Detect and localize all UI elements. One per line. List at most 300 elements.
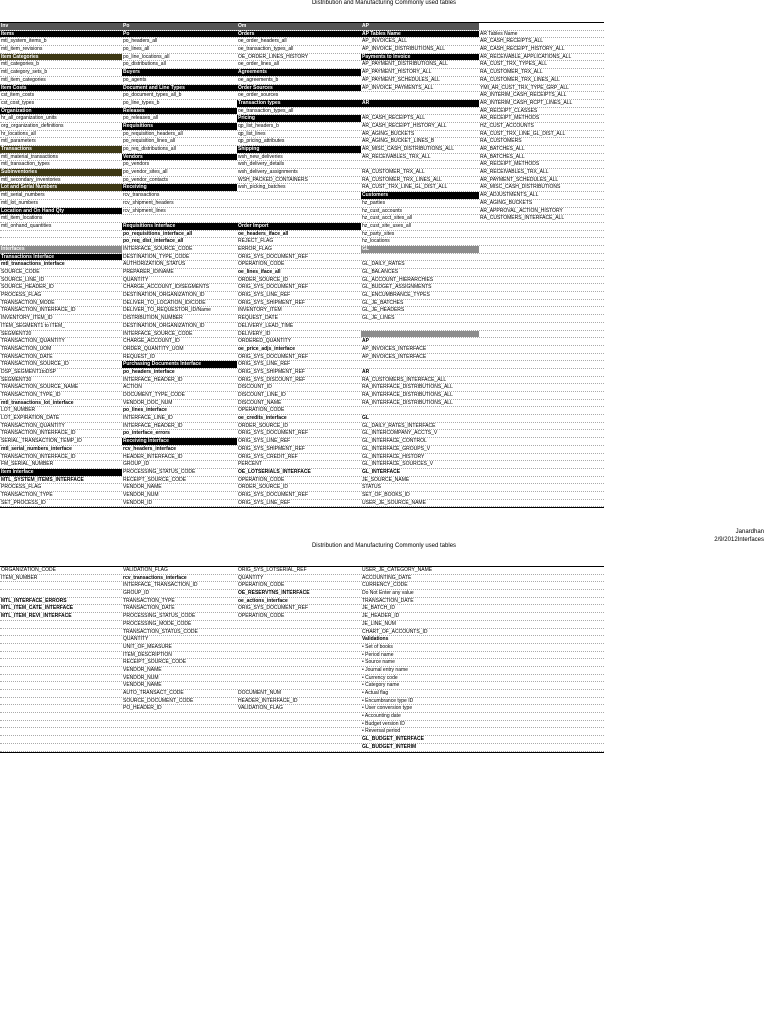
table-row bbox=[0, 338, 604, 346]
table-cell: hz_party_sites bbox=[362, 230, 395, 237]
table-cell bbox=[361, 254, 479, 261]
table-cell: TRANSACTION_SOURCE_NAME bbox=[1, 384, 79, 391]
table-cell bbox=[237, 621, 361, 628]
table-cell: Releases bbox=[122, 108, 237, 115]
table-cell bbox=[0, 713, 122, 720]
table-cell: DELIVER_TO_LOCATION_ID/CODE bbox=[123, 299, 206, 306]
table-cell bbox=[0, 721, 122, 728]
table-cell: AR_CASH_RECEIPTS_ALL bbox=[362, 115, 426, 122]
table-cell: PROCESSING_STATUS_CODE bbox=[123, 468, 196, 475]
table-cell: AP_PAYMENT_HISTORY_ALL bbox=[362, 69, 432, 76]
table-cell: mtl_item_revisions bbox=[1, 46, 43, 53]
table-row bbox=[0, 629, 604, 637]
table-cell: PO_HEADER_ID bbox=[123, 705, 162, 712]
table-cell: CURRENCY_CODE bbox=[362, 582, 408, 589]
table-cell bbox=[0, 744, 122, 751]
table-cell: GL_INTERFACE bbox=[362, 468, 401, 475]
table-cell: org_organization_definitions bbox=[1, 122, 64, 129]
table-cell: wsh_picking_batches bbox=[238, 184, 286, 191]
table-cell: Transactions bbox=[0, 146, 122, 153]
table-cell: TRANSACTION_QUANTITY bbox=[1, 422, 65, 429]
table-cell: Payments to Invoice bbox=[361, 54, 479, 61]
table-cell bbox=[122, 721, 237, 728]
table-cell: AR_RECEIPT_METHODS bbox=[480, 115, 540, 122]
table-cell: OPERATION_CODE bbox=[238, 582, 285, 589]
table-cell: AP_INVOICES_ALL bbox=[362, 38, 408, 45]
table-cell: hr_locations_all bbox=[1, 130, 36, 137]
table-cell: oe_headers_iface_all bbox=[238, 230, 289, 237]
table-cell: RECEIPT_SOURCE_CODE bbox=[123, 476, 187, 483]
table-cell: mtl_transactions_lot_interface bbox=[1, 399, 74, 406]
table-cell bbox=[237, 192, 361, 199]
table-cell: Po bbox=[122, 23, 237, 30]
table-cell bbox=[479, 223, 604, 230]
table-cell: VENDOR_NUM bbox=[123, 674, 159, 681]
table-cell: hz_cust_site_uses_all bbox=[362, 222, 411, 229]
table-cell bbox=[479, 238, 604, 245]
table-cell bbox=[479, 323, 604, 330]
table-cell: Do Not Enter any value bbox=[362, 590, 414, 597]
table-cell: ITEM_SEGMENT1 to ITEM_ bbox=[1, 322, 65, 329]
table-cell: AR_AGING_BUCKET_LINES_B bbox=[362, 138, 435, 145]
table-cell: oe_agreements_b bbox=[238, 76, 279, 83]
table-cell: • Actual flag bbox=[362, 690, 389, 696]
table-cell: AUTO_TRANSACT_CODE bbox=[123, 690, 184, 696]
table-row bbox=[0, 636, 604, 644]
table-cell: DOCUMENT_NUM bbox=[238, 690, 282, 696]
table-cell: DISCOUNT_ID bbox=[238, 384, 272, 391]
table-cell: ORDERED_QUANTITY bbox=[238, 338, 292, 345]
table-cell: Order Import bbox=[237, 223, 361, 230]
table-row bbox=[0, 361, 604, 369]
table-cell: Document and Line Types bbox=[122, 85, 237, 92]
table-row bbox=[0, 100, 604, 108]
table-row bbox=[0, 369, 604, 377]
table-cell: DISCOUNT_NAME bbox=[238, 399, 282, 406]
table-cell: GL_JE_LINES bbox=[362, 315, 395, 322]
table-cell: DESTINATION_TYPE_CODE bbox=[123, 253, 190, 260]
table-cell bbox=[0, 636, 122, 643]
table-cell: ORIG_SYS_LINE_REF bbox=[238, 438, 291, 445]
table-cell: JE_SOURCE_NAME bbox=[362, 476, 410, 483]
table-cell: LOT_NUMBER bbox=[1, 407, 36, 414]
table-cell bbox=[0, 698, 122, 705]
table-cell: RA_CUST_TRX_LINE_GL_DIST_ALL bbox=[480, 130, 566, 137]
table-cell: ORIG_SYS_DOCUMENT_REF bbox=[238, 253, 309, 260]
table-cell: SOURCE_LINE_ID bbox=[1, 276, 45, 283]
table-cell bbox=[0, 736, 122, 743]
table-cell: AR_AGING_BUCKETS bbox=[362, 130, 415, 137]
table-cell: DELIVERY_ID bbox=[238, 330, 271, 337]
table-cell: AR_RECEIVABLES_TRX_ALL bbox=[480, 169, 549, 176]
table-cell: MTL_ITEM_REVI_INTERFACE bbox=[1, 613, 72, 620]
table-cell: oe_order_sources bbox=[238, 92, 279, 99]
table-cell: mtl_onhand_quantities bbox=[1, 222, 52, 229]
table-cell: Pricing bbox=[237, 115, 361, 122]
table-cell: OE_ORDER_LINES_HISTORY bbox=[238, 53, 309, 60]
table-cell: GL_DAILY_RATES bbox=[362, 261, 405, 268]
table-cell: Inv bbox=[0, 23, 122, 30]
table-cell: GL_JE_HEADERS bbox=[362, 307, 405, 314]
table-cell bbox=[361, 108, 479, 115]
table-row bbox=[0, 377, 604, 385]
table-cell bbox=[122, 744, 237, 751]
table-cell bbox=[0, 652, 122, 659]
table-cell: ORIG_SYS_DOCUMENT_REF bbox=[238, 491, 309, 498]
table-cell bbox=[479, 407, 604, 414]
table-cell: RA_BATCHES_ALL bbox=[480, 153, 525, 160]
table-cell: DELIVERY_LEAD_TIME bbox=[238, 322, 294, 329]
table-cell: INVENTORY_ITEM_ID bbox=[1, 315, 53, 322]
table-cell bbox=[122, 215, 237, 222]
table-row bbox=[0, 238, 604, 246]
table-cell: AR bbox=[362, 368, 370, 375]
table-cell bbox=[479, 261, 604, 268]
table-cell: • Currency code bbox=[362, 674, 398, 681]
table-cell: TRANSACTION_TYPE bbox=[1, 491, 53, 498]
table-cell: INVENTORY_ITEM bbox=[238, 307, 282, 314]
table-row bbox=[0, 484, 604, 492]
table-row bbox=[0, 192, 604, 200]
table-cell: ORIG_SYS_DOCUMENT_REF bbox=[238, 430, 309, 437]
table-cell: Order Sources bbox=[237, 85, 361, 92]
table-cell: GROUP_ID bbox=[123, 590, 150, 597]
table-cell: wsh_delivery_assignments bbox=[238, 169, 298, 176]
table-row bbox=[0, 598, 604, 606]
table-cell: INTERFACE_HEADER_ID bbox=[123, 376, 183, 383]
table-cell: Requisitions bbox=[122, 123, 237, 130]
table-row bbox=[0, 46, 604, 54]
table-row bbox=[0, 500, 604, 508]
table-cell: ORGANIZATION_CODE bbox=[1, 567, 56, 573]
table-cell: QUANTITY bbox=[238, 574, 264, 581]
table-cell bbox=[479, 284, 604, 291]
table-cell: QUANTITY bbox=[123, 636, 149, 643]
table-cell: AR_BATCHES_ALL bbox=[480, 146, 525, 152]
table-row bbox=[0, 644, 604, 652]
table-cell: ORIG_SYS_LINE_REF bbox=[238, 361, 291, 368]
table-cell: RA_CUST_TRX_TYPES_ALL bbox=[480, 61, 547, 68]
table-row bbox=[0, 269, 604, 277]
table-cell: AP bbox=[361, 23, 479, 30]
table-cell: TRANSACTION_INTERFACE_ID bbox=[1, 307, 76, 314]
table-cell: po_vendors bbox=[123, 161, 150, 168]
table-cell: ITEM_NUMBER bbox=[1, 574, 38, 581]
table-cell: USER_JE_SOURCE_NAME bbox=[362, 499, 426, 506]
table-row bbox=[0, 115, 604, 123]
table-cell: SET_PROCESS_ID bbox=[1, 499, 46, 506]
table-cell bbox=[0, 690, 122, 697]
table-cell: RA_CUSTOMERS bbox=[480, 138, 522, 145]
table-cell: po_req_dist_interface_all bbox=[123, 238, 184, 245]
table-cell: RA_CUSTOMERS_INTERFACE_ALL bbox=[480, 215, 565, 222]
table-cell: Transactions Interface bbox=[0, 254, 122, 261]
table-cell: OPERATION_CODE bbox=[238, 261, 285, 268]
table-cell: RA_INTERFACE_DISTRIBUTIONS_ALL bbox=[362, 392, 453, 398]
table-cell: GL_JE_BATCHES bbox=[362, 299, 404, 306]
table-cell: wsh_delivery_details bbox=[238, 161, 285, 168]
table-row bbox=[0, 384, 604, 392]
table-cell: mtl_transaction_types bbox=[1, 161, 50, 168]
table-cell: AR bbox=[361, 100, 479, 107]
page2-title: Distribution and Manufacturing Commonly used tables bbox=[311, 543, 457, 549]
table-cell: AP_PAYMENT_DISTRIBUTIONS_ALL bbox=[362, 61, 448, 68]
table-cell: Buyers bbox=[122, 69, 237, 76]
table-row bbox=[0, 300, 604, 308]
table-cell: INTERFACE_HEADER_ID bbox=[123, 422, 183, 429]
table-cell: MTL_SYSTEM_ITEMS_INTERFACE bbox=[1, 476, 84, 483]
table-cell: Receiving Interface bbox=[122, 438, 237, 445]
table-cell: po_line_locations_all bbox=[123, 53, 170, 60]
table-cell: Agreements bbox=[237, 69, 361, 76]
table-cell: AP_INVOICES_INTERFACE bbox=[362, 353, 427, 360]
table-row bbox=[0, 169, 604, 177]
table-cell: oe_transaction_types_all bbox=[238, 46, 294, 53]
table-cell: OE_LOTSERIALS_INTERFACE bbox=[238, 468, 311, 475]
table-cell bbox=[479, 400, 604, 407]
table-cell bbox=[237, 208, 361, 215]
table-cell: ACCOUNTING_DATE bbox=[362, 574, 412, 581]
table-row bbox=[0, 728, 604, 736]
table-cell: AR_CASH_RECEIPT_HISTORY_ALL bbox=[480, 46, 565, 53]
table-cell bbox=[479, 331, 604, 338]
table-cell: • User conversion type bbox=[362, 705, 413, 712]
table-cell: JE_LINE_NUM bbox=[362, 620, 396, 627]
table-cell bbox=[0, 682, 122, 689]
table-cell: OPERATION_CODE bbox=[238, 476, 285, 483]
table-cell: AR_RECEIPT_METHODS bbox=[480, 161, 540, 168]
table-cell: GROUP_ID bbox=[123, 461, 150, 468]
table-cell: Orders bbox=[237, 31, 361, 38]
table-cell bbox=[0, 231, 122, 238]
table-cell: • Period name bbox=[362, 651, 394, 658]
table-cell bbox=[479, 430, 604, 437]
table-cell bbox=[479, 23, 604, 30]
table-cell: ORIG_SYS_DOCUMENT_REF bbox=[238, 605, 309, 612]
table-cell: RA_CUSTOMER_TRX_LINES_ALL bbox=[362, 176, 442, 183]
table-cell bbox=[479, 446, 604, 453]
table-cell: ORIG_SYS_DOCUMENT_REF bbox=[238, 353, 309, 360]
table-cell: REJECT_FLAG bbox=[238, 238, 274, 245]
table-cell: ORIG_SYS_LINE_REF bbox=[238, 499, 291, 506]
table-cell: po_releases_all bbox=[123, 115, 159, 122]
table-cell: DESTINATION_ORGANIZATION_ID bbox=[123, 292, 205, 299]
table-row bbox=[0, 208, 604, 216]
table-cell bbox=[237, 736, 361, 743]
table-cell: TRANSACTION_SOURCE_ID bbox=[1, 361, 69, 368]
table-cell bbox=[237, 675, 361, 682]
table-cell: rcv_shipment_headers bbox=[123, 199, 174, 206]
table-cell: TRANSACTION_TYPE bbox=[123, 597, 175, 604]
table-row bbox=[0, 154, 604, 162]
table-cell: mtl_category_sets_b bbox=[1, 69, 48, 76]
table-cell: • Source name bbox=[362, 659, 395, 666]
table-row bbox=[0, 582, 604, 590]
table-cell: DISCOUNT_LINE_ID bbox=[238, 392, 286, 398]
table-cell bbox=[361, 407, 479, 414]
table-cell: hz_cust_acct_sites_all bbox=[362, 215, 413, 222]
table-cell: AP_INVOICES_INTERFACE bbox=[362, 345, 427, 352]
table-cell bbox=[0, 629, 122, 636]
table-row bbox=[0, 123, 604, 131]
table-cell: TRANSACTION_TYPE_ID bbox=[1, 392, 61, 398]
table-cell: qp_list_lines bbox=[238, 130, 266, 137]
table-cell: AP Tables Name bbox=[361, 31, 479, 38]
table-cell: ORIG_SYS_SHIPMENT_REF bbox=[238, 445, 305, 452]
table-row bbox=[0, 423, 604, 431]
table-cell: po_interface_errors bbox=[123, 430, 170, 437]
table-row bbox=[0, 392, 604, 400]
table-row bbox=[0, 277, 604, 285]
table-cell bbox=[0, 675, 122, 682]
table-cell: ORIG_SYS_LOTSERIAL_REF bbox=[238, 567, 307, 573]
table-cell: mtl_item_locations bbox=[1, 215, 43, 222]
table-cell: GL_INTERFACE_GROUPS_V bbox=[362, 445, 431, 452]
table-cell: AP_INVOICE_PAYMENTS_ALL bbox=[362, 84, 434, 91]
table-cell: cst_item_costs bbox=[1, 92, 35, 99]
table-row bbox=[0, 477, 604, 485]
table-cell: PROCESS_FLAG bbox=[1, 484, 42, 491]
table-cell: VENDOR_NAME bbox=[123, 682, 162, 689]
table-row bbox=[0, 400, 604, 408]
table-row bbox=[0, 713, 604, 721]
table-cell: mtl_material_transactions bbox=[1, 153, 58, 160]
table-cell bbox=[237, 721, 361, 728]
table-cell: GL bbox=[362, 415, 369, 422]
table-cell bbox=[237, 728, 361, 735]
table-cell: INTERFACE_LINE_ID bbox=[123, 415, 173, 422]
table-row bbox=[0, 292, 604, 300]
table-cell: wsh_new_deliveries bbox=[238, 153, 283, 160]
table-cell bbox=[361, 92, 479, 99]
table-cell: hz_cust_accounts bbox=[362, 207, 403, 214]
table-row bbox=[0, 38, 604, 46]
table-cell: PERCENT bbox=[238, 461, 262, 468]
table-cell: ORIG_SYS_SHIPMENT_REF bbox=[238, 368, 305, 375]
table-cell bbox=[0, 705, 122, 712]
table-cell: TRANSACTION_INTERFACE_ID bbox=[1, 430, 76, 437]
table-cell: Organization bbox=[0, 108, 122, 115]
table-cell: qp_pricing_attributes bbox=[238, 138, 285, 145]
table-cell: QUANTITY bbox=[123, 276, 149, 283]
table-cell bbox=[237, 636, 361, 643]
table-cell: PREPARER_ID/NAME bbox=[123, 269, 174, 275]
table-cell: VENDOR_NUM bbox=[123, 491, 159, 498]
table-cell bbox=[479, 392, 604, 399]
table-cell: SOURCE_CODE bbox=[1, 269, 40, 275]
table-cell bbox=[0, 667, 122, 674]
table-cell: hz_parties bbox=[362, 199, 386, 206]
table-row bbox=[0, 131, 604, 139]
table-cell: USER_JE_CATEGORY_NAME bbox=[362, 567, 433, 573]
table-cell: ORIG_SYS_DOCUMENT_REF bbox=[238, 284, 309, 291]
table-row bbox=[0, 659, 604, 667]
table-cell: VALIDATION_FLAG bbox=[123, 567, 168, 573]
table-cell bbox=[479, 315, 604, 322]
table-cell bbox=[479, 477, 604, 484]
table-cell: HZ_CUST_ACCOUNTS bbox=[480, 122, 534, 129]
table-row bbox=[0, 690, 604, 698]
table-row bbox=[0, 85, 604, 93]
table-cell: oe_lines_iface_all bbox=[238, 269, 281, 275]
table-cell: OPERATION_CODE bbox=[238, 407, 285, 414]
table-cell bbox=[479, 300, 604, 307]
table-cell bbox=[237, 744, 361, 751]
table-cell: STATUS bbox=[362, 484, 381, 491]
table-cell: Item Costs bbox=[0, 85, 122, 92]
table-cell: rcv_headers_interface bbox=[123, 445, 177, 452]
table-cell: po_requisitions_interface_all bbox=[123, 230, 193, 237]
table-cell bbox=[479, 454, 604, 461]
table-cell: MTL_INTERFACE_ERRORS bbox=[1, 597, 67, 604]
table-cell: mtl_system_items_b bbox=[1, 38, 47, 45]
table-cell bbox=[237, 200, 361, 207]
table-cell bbox=[479, 246, 604, 253]
table-row bbox=[0, 621, 604, 629]
table-row bbox=[0, 54, 604, 62]
table-cell: • Accounting date bbox=[362, 713, 401, 720]
table-cell: mtl_categories_b bbox=[1, 61, 40, 68]
table-cell: DISTRIBUTION_NUMBER bbox=[123, 315, 183, 322]
table-row bbox=[0, 138, 604, 146]
table-cell: oe_order_lines_all bbox=[238, 61, 279, 68]
table-cell: Transaction types bbox=[237, 100, 361, 107]
table-cell: OE_RESERVTNS_INTERFACE bbox=[238, 590, 310, 597]
table-cell: TRANSACTION_DATE bbox=[1, 353, 53, 360]
table-cell: VENDOR_ID bbox=[123, 499, 153, 506]
table-row bbox=[0, 31, 604, 39]
table-cell: AUTHORIZATION_STATUS bbox=[123, 261, 186, 268]
table-cell: RECEIPT_SOURCE_CODE bbox=[123, 659, 187, 666]
table-cell bbox=[122, 736, 237, 743]
table-cell: mtl_item_categories bbox=[1, 76, 46, 83]
table-cell: po_lines_all bbox=[123, 46, 150, 53]
table-row bbox=[0, 605, 604, 613]
table-cell: • Category name bbox=[362, 682, 400, 689]
table-cell bbox=[237, 682, 361, 689]
table-cell: AR_INTERIM_CASH_RCPT_LINES_ALL bbox=[480, 99, 573, 106]
table-cell: oe_price_adjs_interface bbox=[238, 345, 295, 352]
table-cell: Receiving bbox=[122, 184, 237, 191]
table-row bbox=[0, 354, 604, 362]
table-cell: AR_RECEIVABLES_TRX_ALL bbox=[362, 153, 431, 160]
table-row bbox=[0, 675, 604, 683]
table-cell: oe_order_headers_all bbox=[238, 38, 287, 45]
table-cell bbox=[479, 354, 604, 361]
table-cell bbox=[0, 644, 122, 651]
table-cell bbox=[479, 338, 604, 345]
table-cell: Requisitions Interface bbox=[122, 223, 237, 230]
table-cell bbox=[237, 667, 361, 674]
table-cell: GL_ENCUMBRANCE_TYPES bbox=[362, 292, 430, 299]
table-cell: rcv_shipment_lines bbox=[123, 207, 166, 214]
table-cell: ERROR_FLAG bbox=[238, 245, 272, 252]
table-cell: AP_INVOICE_DISTRIBUTIONS_ALL bbox=[362, 46, 446, 53]
table-row bbox=[0, 430, 604, 438]
table-cell: AR_MISC_CASH_DISTRIBUTIONS_ALL bbox=[362, 146, 454, 152]
table-row bbox=[0, 652, 604, 660]
table-cell: RA_CUST_TRX_LINE_GL_DIST_ALL bbox=[362, 184, 448, 191]
table-cell: GL_INTERFACE_CONTROL bbox=[362, 438, 427, 445]
table-cell: ORIG_SYS_LINE_REF bbox=[238, 292, 291, 299]
table-cell bbox=[479, 269, 604, 276]
table-cell: YMI_AR_CUST_TRX_TYPE_GRP_ALL bbox=[480, 84, 569, 91]
table-cell: ORIG_SYS_SHIPMENT_REF bbox=[238, 299, 305, 306]
table-cell: TRANSACTION_QUANTITY bbox=[1, 338, 65, 345]
table-row bbox=[0, 146, 604, 154]
table-row bbox=[0, 705, 604, 713]
table-cell: HEADER_INTERFACE_ID bbox=[238, 697, 298, 704]
